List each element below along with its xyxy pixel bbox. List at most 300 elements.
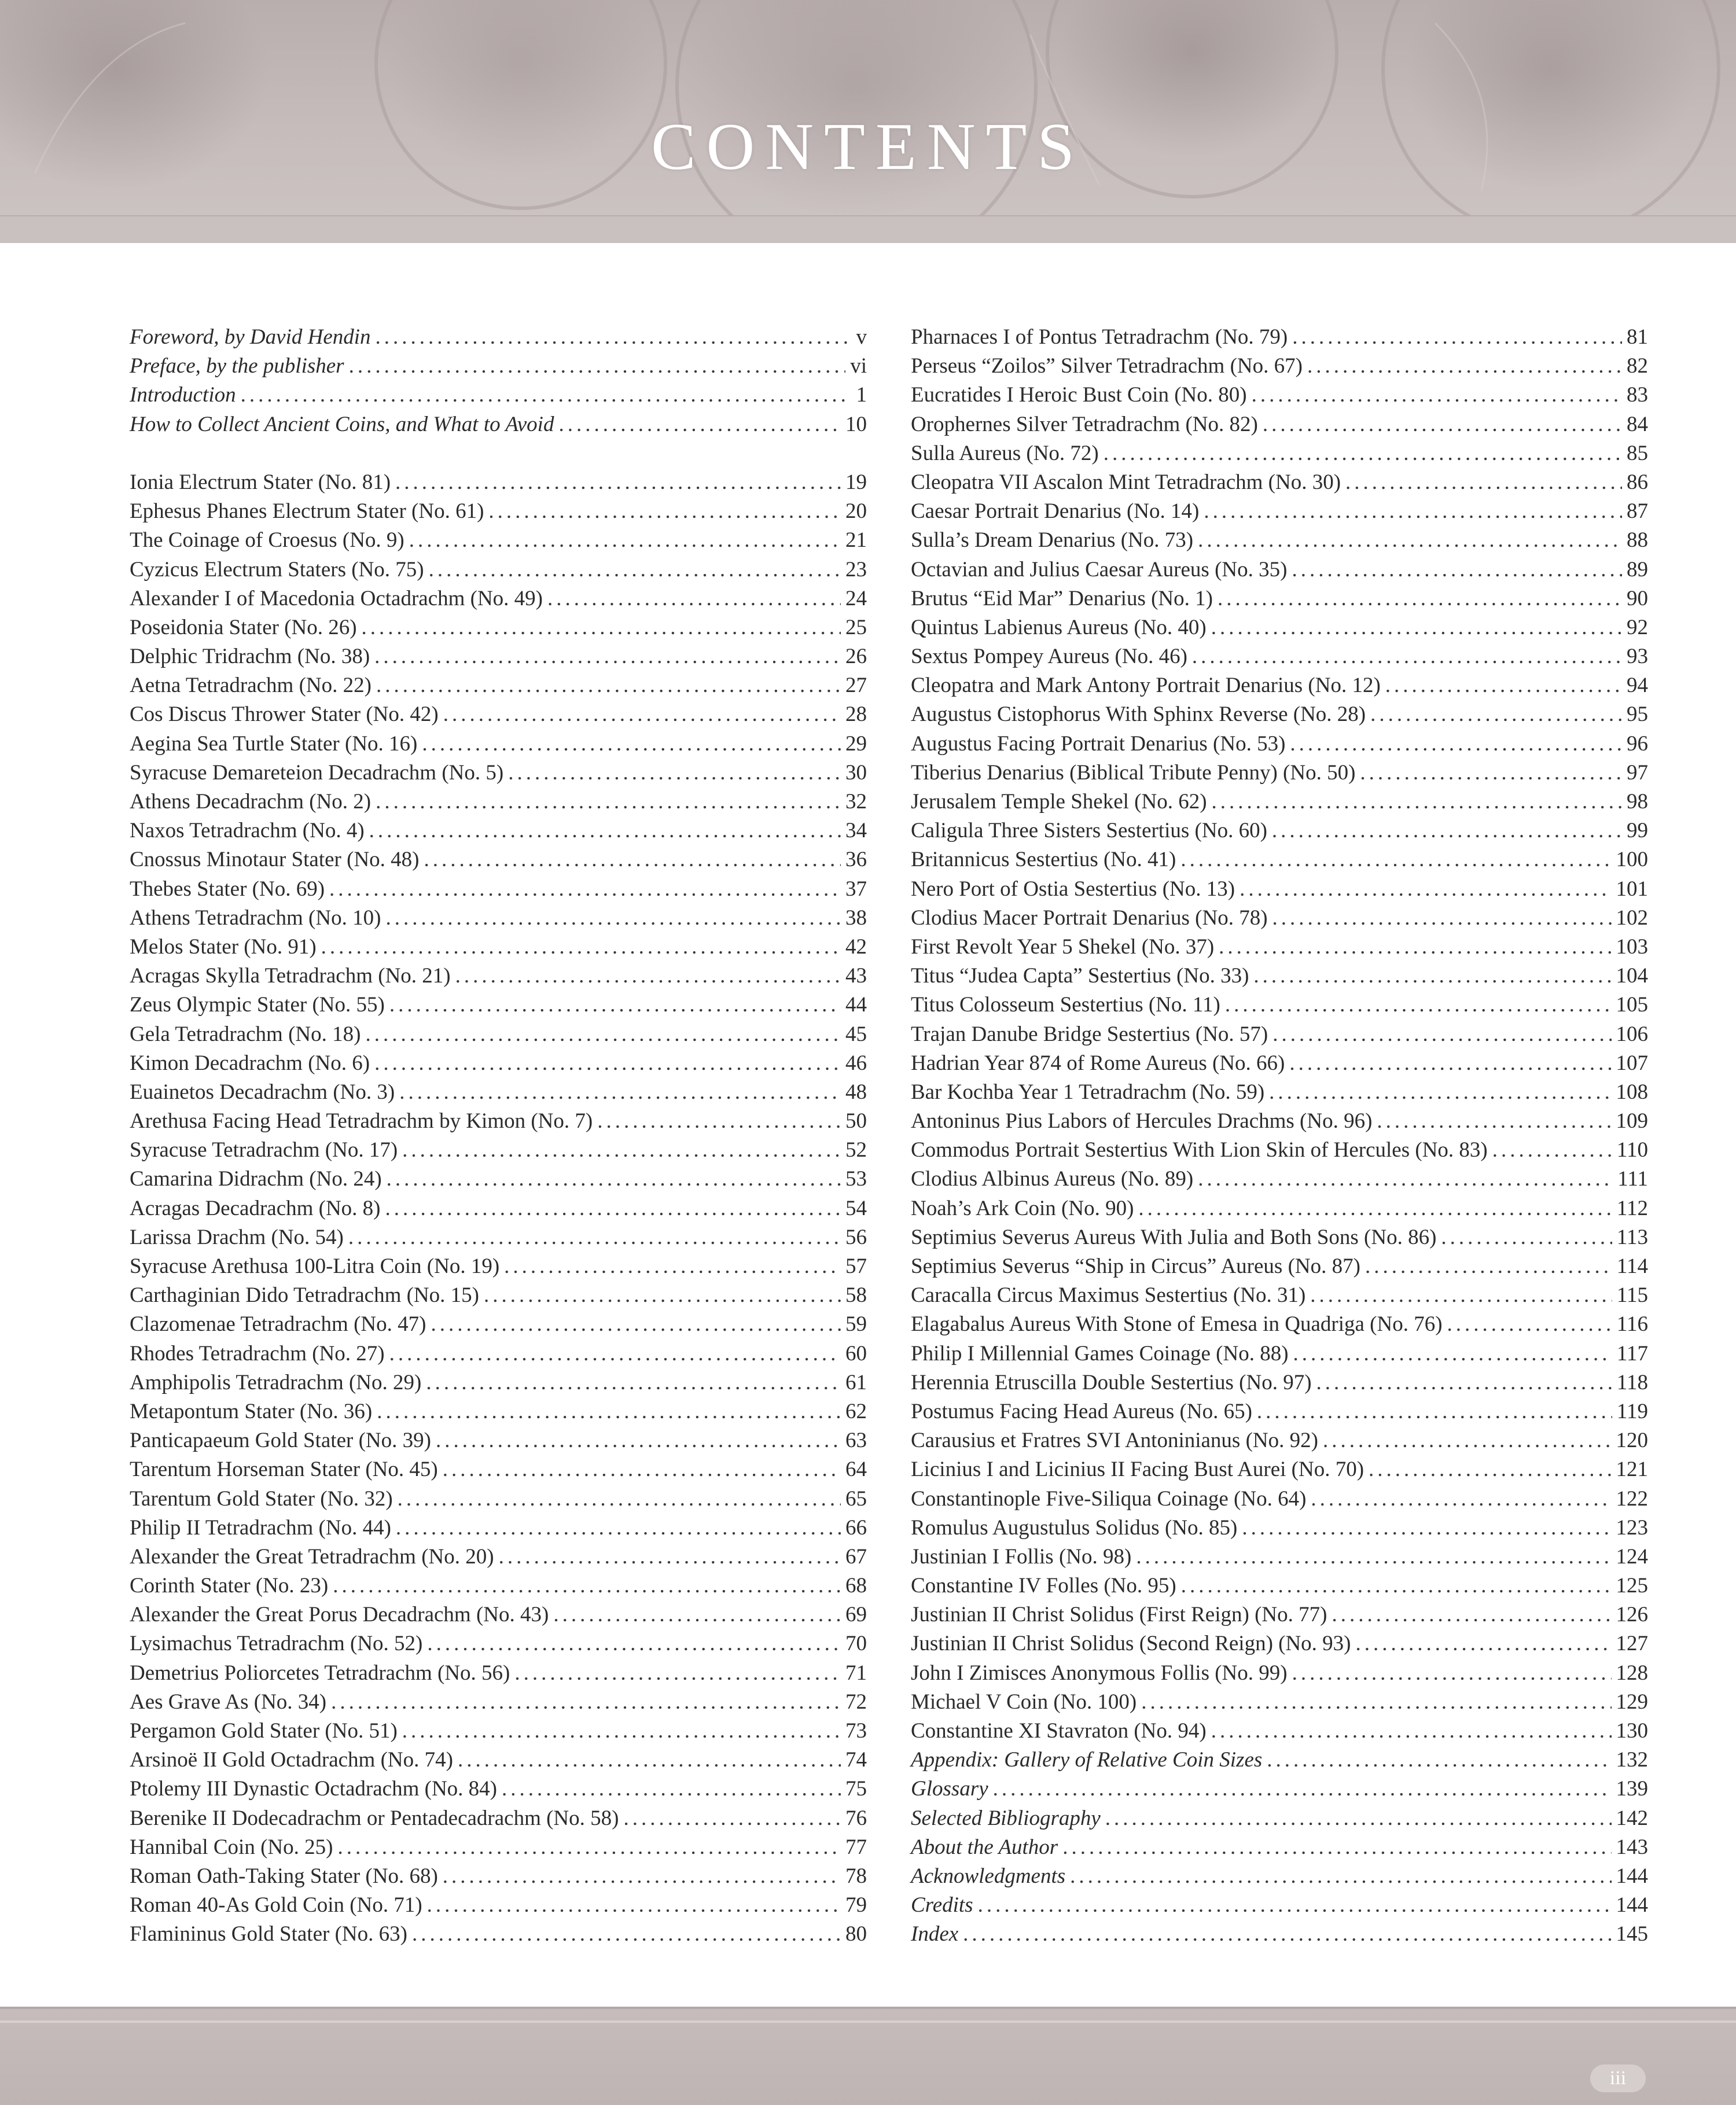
toc-entry[interactable] xyxy=(130,1455,867,1484)
toc-entry[interactable] xyxy=(911,323,1648,352)
toc-entry[interactable] xyxy=(911,1514,1648,1543)
toc-leader-dots xyxy=(422,730,841,759)
toc-entry-title: Berenike II Dodecadrachm or Pentadecadrachm (No. 58) xyxy=(130,1806,619,1830)
toc-leader-dots xyxy=(1257,1397,1612,1426)
toc-entry[interactable] xyxy=(911,1629,1648,1658)
toc-entry-page: 69 xyxy=(845,1603,867,1627)
toc-entry-page: 71 xyxy=(845,1661,867,1685)
toc-entry[interactable] xyxy=(911,352,1648,381)
toc-entry[interactable] xyxy=(130,1310,867,1339)
toc-entry[interactable] xyxy=(130,962,867,991)
toc-leader-dots xyxy=(241,381,851,410)
toc-entry[interactable] xyxy=(130,1920,867,1949)
toc-entry[interactable] xyxy=(911,1368,1648,1397)
toc-entry-page: 67 xyxy=(845,1544,867,1569)
toc-entry[interactable] xyxy=(130,1281,867,1310)
toc-entry[interactable] xyxy=(911,730,1648,759)
toc-entry-title: How to Collect Ancient Coins, and What to Avoid xyxy=(130,412,554,436)
toc-entry[interactable] xyxy=(130,1804,867,1833)
toc-entry-title: Arethusa Facing Head Tetradrachm by Kimon (No. 7) xyxy=(130,1109,593,1134)
toc-entry-title: Aetna Tetradrachm (No. 22) xyxy=(130,674,372,698)
toc-entry[interactable] xyxy=(130,1862,867,1891)
toc-entry[interactable] xyxy=(130,904,867,933)
toc-entry-title: Glossary xyxy=(911,1777,988,1801)
toc-entry-page: 98 xyxy=(1627,790,1648,814)
toc-entry[interactable] xyxy=(911,642,1648,671)
toc-entry-page: 109 xyxy=(1616,1109,1648,1134)
toc-entry-page: 89 xyxy=(1627,557,1648,582)
toc-entry[interactable] xyxy=(911,1455,1648,1484)
toc-leader-dots xyxy=(1240,875,1611,904)
toc-entry[interactable] xyxy=(911,759,1648,787)
toc-entry[interactable] xyxy=(911,613,1648,642)
toc-entry[interactable] xyxy=(911,787,1648,816)
toc-column-left xyxy=(130,323,867,1949)
toc-entry[interactable] xyxy=(130,671,867,700)
toc-entry-page: 121 xyxy=(1616,1458,1648,1482)
toc-entry-title: Pergamon Gold Stater (No. 51) xyxy=(130,1719,398,1743)
toc-entry-page: 70 xyxy=(845,1632,867,1656)
toc-leader-dots xyxy=(1105,1804,1612,1833)
toc-leader-dots xyxy=(429,555,841,584)
toc-entry[interactable] xyxy=(130,1688,867,1717)
toc-entry-title: Clodius Macer Portrait Denarius (No. 78) xyxy=(911,906,1268,930)
toc-entry[interactable] xyxy=(911,1020,1648,1049)
toc-entry[interactable] xyxy=(911,1920,1648,1949)
toc-entry-title: Hannibal Coin (No. 25) xyxy=(130,1835,333,1859)
toc-entry[interactable] xyxy=(130,1107,867,1136)
toc-spacer xyxy=(130,439,867,468)
toc-entry-page: 75 xyxy=(845,1777,867,1801)
toc-entry[interactable] xyxy=(911,845,1648,874)
toc-entry-page: 112 xyxy=(1616,1196,1648,1220)
toc-entry[interactable] xyxy=(130,1891,867,1920)
toc-entry[interactable] xyxy=(130,787,867,816)
toc-entry[interactable] xyxy=(130,1049,867,1078)
toc-entry-page: 86 xyxy=(1627,470,1648,494)
toc-entry-page: 144 xyxy=(1616,1893,1648,1918)
toc-entry-page: 44 xyxy=(845,993,867,1017)
toc-entry[interactable] xyxy=(911,816,1648,845)
toc-entry[interactable] xyxy=(130,526,867,555)
toc-entry-page: 61 xyxy=(845,1370,867,1394)
toc-entry[interactable] xyxy=(130,323,867,352)
toc-entry-title: Sulla Aureus (No. 72) xyxy=(911,441,1099,465)
toc-entry-title: Pharnaces I of Pontus Tetradrachm (No. 79) xyxy=(911,325,1288,349)
toc-leader-dots xyxy=(1181,1572,1612,1600)
toc-entry[interactable] xyxy=(130,816,867,845)
toc-entry[interactable] xyxy=(911,439,1648,468)
toc-entry[interactable] xyxy=(911,1426,1648,1455)
toc-entry-title: Roman 40-As Gold Coin (No. 71) xyxy=(130,1893,422,1918)
toc-entry-page: 129 xyxy=(1616,1690,1648,1714)
toc-entry-title: Augustus Facing Portrait Denarius (No. 53) xyxy=(911,731,1286,756)
toc-entry[interactable] xyxy=(130,730,867,759)
toc-entry[interactable] xyxy=(911,1310,1648,1339)
toc-entry-page: 116 xyxy=(1616,1312,1648,1337)
toc-entry[interactable] xyxy=(911,468,1648,497)
toc-entry[interactable] xyxy=(130,468,867,497)
toc-entry-page: 26 xyxy=(845,645,867,669)
toc-entry-title: Ptolemy III Dynastic Octadrachm (No. 84) xyxy=(130,1777,497,1801)
toc-entry-page: 99 xyxy=(1627,819,1648,843)
toc-entry-title: Perseus “Zoilos” Silver Tetradrachm (No. 67) xyxy=(911,354,1303,378)
toc-entry[interactable] xyxy=(911,410,1648,439)
toc-entry-page: 65 xyxy=(845,1486,867,1511)
toc-entry-page: 38 xyxy=(845,906,867,930)
toc-entry-page: 62 xyxy=(845,1399,867,1423)
toc-entry[interactable] xyxy=(130,1223,867,1252)
toc-entry[interactable] xyxy=(911,1078,1648,1107)
toc-entry-title: Herennia Etruscilla Double Sestertius (No. 97) xyxy=(911,1370,1312,1394)
toc-entry[interactable] xyxy=(911,555,1648,584)
toc-entry-title: Clazomenae Tetradrachm (No. 47) xyxy=(130,1312,426,1337)
toc-entry-page: 36 xyxy=(845,848,867,872)
toc-entry[interactable] xyxy=(130,1543,867,1572)
toc-entry-page: 81 xyxy=(1627,325,1648,349)
toc-entry-title: Acragas Decadrachm (No. 8) xyxy=(130,1196,381,1220)
toc-entry-title: Quintus Labienus Aureus (No. 40) xyxy=(911,615,1207,639)
toc-entry[interactable] xyxy=(911,1107,1648,1136)
toc-entry-page: 117 xyxy=(1616,1341,1648,1366)
toc-leader-dots xyxy=(1104,439,1622,468)
toc-entry-page: 126 xyxy=(1616,1603,1648,1627)
toc-entry[interactable] xyxy=(130,1775,867,1804)
toc-leader-dots xyxy=(376,671,841,700)
toc-entry-page: 54 xyxy=(845,1196,867,1220)
toc-entry[interactable] xyxy=(911,584,1648,613)
toc-leader-dots xyxy=(329,875,841,904)
toc-leader-dots xyxy=(389,991,841,1020)
toc-entry-page: 100 xyxy=(1616,848,1648,872)
toc-entry-title: Constantinople Five-Siliqua Coinage (No. 64) xyxy=(911,1486,1307,1511)
toc-entry-title: Constantine IV Folles (No. 95) xyxy=(911,1574,1176,1598)
toc-entry-title: Syracuse Demareteion Decadrachm (No. 5) xyxy=(130,760,504,785)
toc-leader-dots xyxy=(1267,1746,1611,1775)
toc-entry[interactable] xyxy=(130,1514,867,1543)
toc-entry[interactable] xyxy=(911,1543,1648,1572)
toc-leader-dots xyxy=(978,1891,1612,1920)
toc-entry-page: 122 xyxy=(1616,1486,1648,1511)
toc-entry-page: 120 xyxy=(1616,1429,1648,1453)
toc-entry[interactable] xyxy=(911,1746,1648,1775)
toc-entry[interactable] xyxy=(130,1833,867,1862)
toc-entry-title: Eucratides I Heroic Bust Coin (No. 80) xyxy=(911,383,1247,407)
toc-entry[interactable] xyxy=(911,526,1648,555)
toc-entry[interactable] xyxy=(911,1600,1648,1629)
toc-entry-title: Ephesus Phanes Electrum Stater (No. 61) xyxy=(130,499,484,524)
toc-entry-title: Cleopatra and Mark Antony Portrait Denarius (No. 12) xyxy=(911,674,1381,698)
toc-entry-page: 82 xyxy=(1627,354,1648,378)
toc-leader-dots xyxy=(1211,613,1622,642)
toc-leader-dots xyxy=(385,904,841,933)
toc-entry[interactable] xyxy=(130,1746,867,1775)
toc-leader-dots xyxy=(362,613,841,642)
toc-entry[interactable] xyxy=(911,875,1648,904)
toc-entry-title: Bar Kochba Year 1 Tetradrachm (No. 59) xyxy=(911,1080,1265,1104)
toc-entry-page: 102 xyxy=(1616,906,1648,930)
toc-entry[interactable] xyxy=(911,1136,1648,1165)
toc-entry[interactable] xyxy=(130,1252,867,1281)
toc-entry-title: Septimius Severus “Ship in Circus” Aureus (No. 87) xyxy=(911,1254,1360,1278)
toc-leader-dots xyxy=(1136,1543,1611,1572)
toc-entry-page: 74 xyxy=(845,1748,867,1772)
toc-entry-page: v xyxy=(856,325,867,349)
toc-leader-dots xyxy=(1385,671,1622,700)
toc-entry[interactable] xyxy=(911,904,1648,933)
toc-entry-page: 143 xyxy=(1616,1835,1648,1859)
toc-leader-dots xyxy=(1180,845,1611,874)
toc-entry[interactable] xyxy=(130,1165,867,1194)
toc-entry-title: Sulla’s Dream Denarius (No. 73) xyxy=(911,528,1194,553)
toc-entry[interactable] xyxy=(911,1775,1648,1804)
toc-entry[interactable] xyxy=(130,1717,867,1746)
toc-entry-title: Athens Decadrachm (No. 2) xyxy=(130,790,372,814)
toc-entry[interactable] xyxy=(911,933,1648,962)
toc-leader-dots xyxy=(499,1543,841,1572)
toc-entry[interactable] xyxy=(130,613,867,642)
toc-leader-dots xyxy=(993,1775,1612,1804)
toc-entry[interactable] xyxy=(130,381,867,410)
toc-entry-page: 106 xyxy=(1616,1022,1648,1046)
toc-entry[interactable] xyxy=(911,1862,1648,1891)
toc-entry[interactable] xyxy=(130,700,867,729)
toc-entry-title: Justinian II Christ Solidus (Second Reign) (No. 93) xyxy=(911,1632,1351,1656)
toc-entry-title: Tarentum Gold Stater (No. 32) xyxy=(130,1486,393,1511)
toc-entry-title: Cnossus Minotaur Stater (No. 48) xyxy=(130,848,420,872)
toc-leader-dots xyxy=(395,468,841,497)
toc-entry-title: Gela Tetradrachm (No. 18) xyxy=(130,1022,361,1046)
toc-leader-dots xyxy=(427,1891,841,1920)
toc-leader-dots xyxy=(1219,933,1611,962)
toc-entry-title: Augustus Cistophorus With Sphinx Reverse (No. 28) xyxy=(911,702,1366,727)
toc-leader-dots xyxy=(1141,1688,1611,1717)
toc-leader-dots xyxy=(1365,1252,1612,1281)
toc-entry-page: 1 xyxy=(856,383,867,407)
toc-entry-title: Alexander the Great Porus Decadrachm (No. 43) xyxy=(130,1603,549,1627)
toc-entry[interactable] xyxy=(130,1078,867,1107)
toc-entry-page: 93 xyxy=(1627,645,1648,669)
toc-entry-page: 56 xyxy=(845,1225,867,1249)
toc-entry-title: Aegina Sea Turtle Stater (No. 16) xyxy=(130,731,418,756)
toc-entry[interactable] xyxy=(911,1339,1648,1368)
toc-leader-dots xyxy=(1138,1194,1612,1223)
toc-entry-page: 77 xyxy=(845,1835,867,1859)
toc-entry-title: Sextus Pompey Aureus (No. 46) xyxy=(911,645,1187,669)
toc-entry-title: Britannicus Sestertius (No. 41) xyxy=(911,848,1176,872)
toc-entry-title: Caesar Portrait Denarius (No. 14) xyxy=(911,499,1200,524)
toc-leader-dots xyxy=(553,1600,841,1629)
toc-leader-dots xyxy=(412,1920,841,1949)
toc-entry[interactable] xyxy=(911,1688,1648,1717)
toc-entry-page: 115 xyxy=(1616,1283,1648,1308)
toc-entry-page: 52 xyxy=(845,1138,867,1162)
toc-entry-title: Aes Grave As (No. 34) xyxy=(130,1690,327,1714)
toc-entry[interactable] xyxy=(130,1485,867,1514)
toc-entry-title: Amphipolis Tetradrachm (No. 29) xyxy=(130,1370,422,1394)
toc-entry[interactable] xyxy=(130,1194,867,1223)
toc-leader-dots xyxy=(376,787,841,816)
toc-entry-page: 84 xyxy=(1627,412,1648,436)
toc-entry-page: 94 xyxy=(1627,674,1648,698)
toc-entry[interactable] xyxy=(130,1136,867,1165)
toc-entry-title: Septimius Severus Aureus With Julia and Both Sons (No. 86) xyxy=(911,1225,1437,1249)
toc-entry[interactable] xyxy=(911,991,1648,1020)
toc-entry[interactable] xyxy=(911,381,1648,410)
toc-leader-dots xyxy=(1323,1426,1612,1455)
toc-leader-dots xyxy=(458,1746,841,1775)
toc-entry-page: 92 xyxy=(1627,615,1648,639)
toc-entry-title: Clodius Albinus Aureus (No. 89) xyxy=(911,1167,1194,1191)
toc-column-right xyxy=(911,323,1648,1949)
toc-entry-title: Rhodes Tetradrachm (No. 27) xyxy=(130,1341,385,1366)
toc-entry[interactable] xyxy=(130,410,867,439)
toc-entry[interactable] xyxy=(130,1368,867,1397)
toc-entry[interactable] xyxy=(911,1804,1648,1833)
toc-entry-title: Caligula Three Sisters Sestertius (No. 60) xyxy=(911,819,1267,843)
toc-leader-dots xyxy=(369,816,841,845)
toc-leader-dots xyxy=(333,1572,841,1600)
toc-leader-dots xyxy=(1360,759,1622,787)
toc-entry[interactable] xyxy=(130,1397,867,1426)
toc-leader-dots xyxy=(431,1310,841,1339)
toc-leader-dots xyxy=(396,1514,841,1543)
toc-entry-page: 57 xyxy=(845,1254,867,1278)
toc-leader-dots xyxy=(321,933,841,962)
toc-entry[interactable] xyxy=(911,1485,1648,1514)
toc-entry[interactable] xyxy=(911,1223,1648,1252)
toc-entry[interactable] xyxy=(130,991,867,1020)
toc-entry[interactable] xyxy=(130,642,867,671)
toc-entry-title: Ionia Electrum Stater (No. 81) xyxy=(130,470,391,494)
toc-entry-page: 96 xyxy=(1627,731,1648,756)
toc-entry[interactable] xyxy=(911,962,1648,991)
toc-entry[interactable] xyxy=(130,1339,867,1368)
toc-entry-title: Credits xyxy=(911,1893,973,1918)
toc-leader-dots xyxy=(514,1659,841,1688)
toc-leader-dots xyxy=(1211,1717,1612,1746)
toc-leader-dots xyxy=(1369,1455,1611,1484)
toc-leader-dots xyxy=(1070,1862,1611,1891)
toc-entry-title: Hadrian Year 874 of Rome Aureus (No. 66) xyxy=(911,1051,1285,1075)
toc-entry[interactable] xyxy=(911,1281,1648,1310)
toc-entry[interactable] xyxy=(130,875,867,904)
toc-leader-dots xyxy=(337,1833,841,1862)
toc-entry-page: 21 xyxy=(845,528,867,553)
toc-entry[interactable] xyxy=(130,933,867,962)
toc-entry-title: Corinth Stater (No. 23) xyxy=(130,1574,329,1598)
toc-entry-title: Octavian and Julius Caesar Aureus (No. 35) xyxy=(911,557,1288,582)
toc-entry[interactable] xyxy=(130,497,867,526)
toc-entry-title: Syracuse Tetradrachm (No. 17) xyxy=(130,1138,398,1162)
toc-entry-page: 19 xyxy=(845,470,867,494)
toc-entry[interactable] xyxy=(130,555,867,584)
toc-leader-dots xyxy=(399,1078,841,1107)
toc-entry-page: 87 xyxy=(1627,499,1648,524)
toc-entry-title: Jerusalem Temple Shekel (No. 62) xyxy=(911,790,1207,814)
toc-entry-title: Michael V Coin (No. 100) xyxy=(911,1690,1137,1714)
toc-leader-dots xyxy=(1198,1165,1613,1194)
toc-leader-dots xyxy=(1292,555,1622,584)
toc-entry[interactable] xyxy=(130,584,867,613)
toc-entry[interactable] xyxy=(911,1397,1648,1426)
toc-leader-dots xyxy=(1290,730,1622,759)
page-title: CONTENTS xyxy=(651,110,1085,184)
toc-entry[interactable] xyxy=(911,1891,1648,1920)
toc-entry-title: Zeus Olympic Stater (No. 55) xyxy=(130,993,385,1017)
toc-leader-dots xyxy=(385,1194,841,1223)
toc-entry[interactable] xyxy=(911,1659,1648,1688)
toc-leader-dots xyxy=(1062,1833,1611,1862)
toc-entry[interactable] xyxy=(130,1572,867,1600)
toc-entry[interactable] xyxy=(130,352,867,381)
toc-entry[interactable] xyxy=(911,700,1648,729)
toc-entry-title: Alexander the Great Tetradrachm (No. 20) xyxy=(130,1544,494,1569)
toc-leader-dots xyxy=(1225,991,1612,1020)
toc-entry-page: 28 xyxy=(845,702,867,727)
toc-entry-page: 27 xyxy=(845,674,867,698)
toc-entry[interactable] xyxy=(130,1426,867,1455)
toc-entry-page: 142 xyxy=(1616,1806,1648,1830)
toc-entry[interactable] xyxy=(911,1049,1648,1078)
toc-leader-dots xyxy=(1370,700,1622,729)
toc-entry-page: 125 xyxy=(1616,1574,1648,1598)
toc-entry[interactable] xyxy=(911,671,1648,700)
toc-entry-page: 30 xyxy=(845,760,867,785)
toc-entry[interactable] xyxy=(130,1020,867,1049)
toc-leader-dots xyxy=(402,1717,841,1746)
toc-entry[interactable] xyxy=(911,1194,1648,1223)
toc-entry-page: 23 xyxy=(845,557,867,582)
toc-entry[interactable] xyxy=(911,1572,1648,1600)
toc-entry-page: 42 xyxy=(845,934,867,959)
toc-entry-title: Carthaginian Dido Tetradrachm (No. 15) xyxy=(130,1283,479,1308)
toc-entry[interactable] xyxy=(911,497,1648,526)
toc-entry-title: Philip I Millennial Games Coinage (No. 88) xyxy=(911,1341,1289,1366)
toc-entry-page: 108 xyxy=(1616,1080,1648,1104)
toc-entry-page: 88 xyxy=(1627,528,1648,553)
toc-entry-page: 34 xyxy=(845,819,867,843)
toc-entry[interactable] xyxy=(130,759,867,787)
toc-entry-title: Introduction xyxy=(130,383,236,407)
toc-entry-title: Delphic Tridrachm (No. 38) xyxy=(130,645,370,669)
toc-entry[interactable] xyxy=(911,1833,1648,1862)
toc-entry-page: 105 xyxy=(1616,993,1648,1017)
toc-entry-title: Postumus Facing Head Aureus (No. 65) xyxy=(911,1399,1252,1423)
toc-leader-dots xyxy=(398,1485,841,1514)
toc-leader-dots xyxy=(504,1252,841,1281)
toc-entry[interactable] xyxy=(911,1717,1648,1746)
toc-entry[interactable] xyxy=(911,1252,1648,1281)
toc-entry[interactable] xyxy=(130,845,867,874)
toc-leader-dots xyxy=(1263,410,1622,439)
toc-entry-title: Selected Bibliography xyxy=(911,1806,1101,1830)
toc-leader-dots xyxy=(1293,1339,1612,1368)
toc-entry[interactable] xyxy=(911,1165,1648,1194)
toc-entry[interactable] xyxy=(130,1600,867,1629)
toc-entry-title: Romulus Augustulus Solidus (No. 85) xyxy=(911,1515,1238,1540)
toc-entry-page: 32 xyxy=(845,790,867,814)
toc-leader-dots xyxy=(1316,1368,1612,1397)
toc-entry-title: Camarina Didrachm (No. 24) xyxy=(130,1167,382,1191)
toc-entry-page: 46 xyxy=(845,1051,867,1075)
toc-entry[interactable] xyxy=(130,1659,867,1688)
toc-leader-dots xyxy=(426,1368,841,1397)
toc-entry-page: 103 xyxy=(1616,934,1648,959)
toc-entry[interactable] xyxy=(130,1629,867,1658)
toc-leader-dots xyxy=(376,323,851,352)
toc-leader-dots xyxy=(1272,904,1612,933)
